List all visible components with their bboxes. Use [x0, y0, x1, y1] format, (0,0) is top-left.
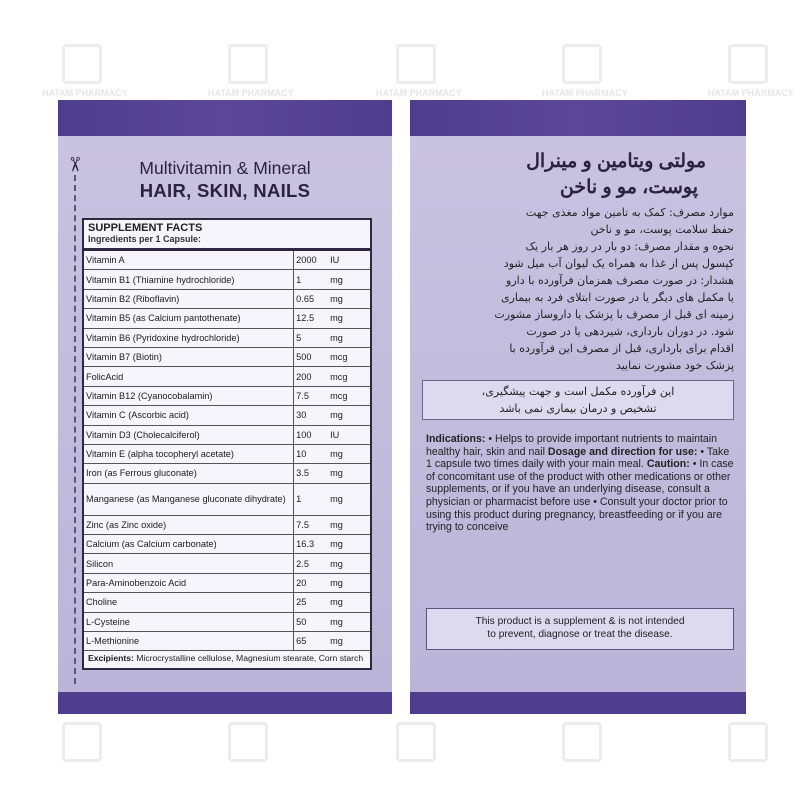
ingredient-amount: 100 — [294, 425, 328, 444]
ingredient-unit: IU — [328, 425, 370, 444]
ingredient-amount: 0.65 — [294, 289, 328, 308]
ingredient-unit: mg — [328, 328, 370, 347]
fa-line: نحوه و مقدار مصرف: دو بار در روز هر بار یک — [525, 240, 734, 253]
ingredient-name: Vitamin B12 (Cyanocobalamin) — [84, 386, 294, 405]
fa-line: کپسول پس از غذا به همراه یک لیوان آب میل شود — [503, 257, 734, 270]
ingredient-name: Vitamin B7 (Biotin) — [84, 347, 294, 366]
facts-title: SUPPLEMENT FACTS — [88, 222, 203, 234]
ingredient-name: Vitamin E (alpha tocopheryl acetate) — [84, 444, 294, 463]
table-row — [84, 535, 370, 554]
ingredient-name: Calcium (as Calcium carbonate) — [84, 535, 294, 554]
watermark-text: HATAM PHARMACY — [42, 88, 128, 98]
ingredient-amount: 10 — [294, 444, 328, 463]
bottom-band — [58, 692, 392, 714]
ingredient-amount: 1 — [294, 270, 328, 289]
watermark-text: HATAM PHARMACY — [542, 88, 628, 98]
table-row — [84, 444, 370, 463]
ingredient-amount: 20 — [294, 573, 328, 592]
ingredient-name: Vitamin B6 (Pyridoxine hydrochloride) — [84, 328, 294, 347]
disclaimer-line: This product is a supplement & is not intended — [475, 616, 685, 627]
ingredient-name: L-Cysteine — [84, 612, 294, 631]
ingredient-amount: 16.3 — [294, 535, 328, 554]
top-band — [58, 100, 392, 136]
table-row — [84, 367, 370, 386]
table-row — [84, 464, 370, 483]
ingredient-unit: mg — [328, 593, 370, 612]
table-row — [84, 328, 370, 347]
table-row — [84, 289, 370, 308]
ingredient-unit: mg — [328, 289, 370, 308]
ingredient-name: Vitamin B5 (as Calcium pantothenate) — [84, 309, 294, 328]
ingredients-list — [84, 251, 370, 651]
ingredient-amount: 5 — [294, 328, 328, 347]
persian-label-panel — [410, 100, 746, 714]
excipients-text: Microcrystalline cellulose, Magnesium stearate, Corn starch — [133, 653, 364, 664]
bottom-band — [410, 692, 746, 714]
ingredient-amount: 200 — [294, 367, 328, 386]
ingredient-name: Zinc (as Zinc oxide) — [84, 515, 294, 534]
table-row — [84, 406, 370, 425]
table-row — [84, 515, 370, 534]
fa-line: یا مکمل های دیگر یا در صورت ابتلای فرد به بیماری — [500, 291, 734, 304]
table-row — [84, 251, 370, 270]
watermark-logo-icon — [396, 722, 436, 762]
table-row — [84, 554, 370, 573]
english-instructions — [426, 433, 734, 534]
watermark-text: HATAM PHARMACY — [208, 88, 294, 98]
watermark-logo-icon — [62, 44, 102, 84]
fa-line: اقدام برای بارداری، قبل از مصرف این فرآورده با — [509, 342, 734, 355]
ingredient-unit: mg — [328, 573, 370, 592]
cut-line — [74, 175, 76, 684]
ingredient-unit: mg — [328, 444, 370, 463]
table-row — [84, 309, 370, 328]
excipients — [84, 651, 370, 666]
ingredient-amount: 65 — [294, 632, 328, 651]
table-row — [84, 347, 370, 366]
ingredient-unit: IU — [328, 251, 370, 270]
table-row — [84, 270, 370, 289]
ingredient-amount: 7.5 — [294, 515, 328, 534]
ingredient-name: Iron (as Ferrous gluconate) — [84, 464, 294, 483]
watermark-logo-icon — [562, 44, 602, 84]
ingredient-name: Vitamin B1 (Thiamine hydrochloride) — [84, 270, 294, 289]
ingredient-amount: 50 — [294, 612, 328, 631]
fa-disclaimer-line: این فرآورده مکمل است و جهت پیشگیری، — [481, 385, 675, 398]
fa-line: هشدار: در صورت مصرف همزمان فرآورده با دارو — [506, 274, 734, 287]
disclaimer-box — [426, 608, 734, 650]
watermark-text: HATAM PHARMACY — [708, 88, 794, 98]
ingredient-unit: mg — [328, 406, 370, 425]
table-row — [84, 632, 370, 651]
fa-line: شود. در دوران بارداری، شیردهی یا در صورت — [526, 325, 734, 338]
ingredient-unit: mg — [328, 632, 370, 651]
table-row — [84, 593, 370, 612]
fa-line: زمینه ای قبل از مصرف با پزشک یا داروساز مشورت — [494, 308, 734, 321]
table-row — [84, 612, 370, 631]
fa-instructions — [422, 204, 734, 374]
disclaimer-line: to prevent, diagnose or treat the disease. — [487, 629, 673, 640]
ingredient-name: Vitamin D3 (Cholecalciferol) — [84, 425, 294, 444]
fa-product-title: مولتی ویتامین و مینرال — [526, 151, 706, 172]
watermark-logo-icon — [396, 44, 436, 84]
fa-line: موارد مصرف: کمک به تامین مواد مغذی جهت — [525, 206, 734, 219]
fa-line: حفظ سلامت پوست، مو و ناخن — [590, 223, 734, 236]
ingredient-amount: 3.5 — [294, 464, 328, 483]
watermark-text: HATAM PHARMACY — [376, 88, 462, 98]
top-band — [410, 100, 746, 136]
fa-disclaimer-box — [422, 380, 734, 420]
ingredient-amount: 500 — [294, 347, 328, 366]
ingredient-unit: mg — [328, 483, 370, 515]
table-row — [84, 573, 370, 592]
ingredient-unit: mcg — [328, 386, 370, 405]
watermark-logo-icon — [728, 722, 768, 762]
watermark-logo-icon — [562, 722, 602, 762]
fa-line: پزشک خود مشورت نمایید — [615, 359, 734, 372]
ingredient-unit: mg — [328, 612, 370, 631]
product-subtitle: HAIR, SKIN, NAILS — [139, 180, 311, 201]
ingredient-amount: 12.5 — [294, 309, 328, 328]
excipients-label: Excipients: — [88, 653, 134, 664]
caution-label: Caution: — [646, 458, 690, 471]
watermark-logo-icon — [62, 722, 102, 762]
ingredient-name: Vitamin C (Ascorbic acid) — [84, 406, 294, 425]
facts-subtitle: Ingredients per 1 Capsule: — [88, 234, 202, 244]
ingredient-amount: 7.5 — [294, 386, 328, 405]
ingredient-amount: 2.5 — [294, 554, 328, 573]
caution-text: • In case of concomitant use of the product with other medications or other supplements, or if you have an underlying disease, consult a physician or pharmacist before use • Consult your doctor prior to using this product during pregnancy, breastfeeding or if you are trying to conceive — [426, 458, 734, 534]
ingredient-name: FolicAcid — [84, 367, 294, 386]
table-row — [84, 425, 370, 444]
indications-label: Indications: — [426, 433, 486, 445]
indications-text: • Helps to provide important nutrients to maintain healthy hair, skin and nail — [426, 433, 718, 458]
ingredient-name: Vitamin B2 (Riboflavin) — [84, 289, 294, 308]
ingredient-amount: 2000 — [294, 251, 328, 270]
ingredient-unit: mg — [328, 554, 370, 573]
watermark-logo-icon — [728, 44, 768, 84]
facts-header — [84, 220, 370, 251]
ingredient-name: L-Methionine — [84, 632, 294, 651]
watermark-logo-icon — [228, 722, 268, 762]
english-label-panel — [58, 100, 392, 714]
ingredient-name: Manganese (as Manganese gluconate dihydrate) — [84, 483, 294, 515]
watermark-logo-icon — [228, 44, 268, 84]
table-row — [84, 483, 370, 515]
fa-disclaimer-line: تشخیص و درمان بیماری نمی باشد — [499, 402, 657, 415]
dosage-label: Dosage and direction for use: — [547, 445, 698, 458]
ingredient-unit: mg — [328, 515, 370, 534]
fa-product-subtitle: پوست، مو و ناخن — [559, 177, 698, 198]
ingredient-unit: mcg — [328, 367, 370, 386]
ingredient-name: Silicon — [84, 554, 294, 573]
ingredient-unit: mg — [328, 535, 370, 554]
ingredient-unit: mg — [328, 464, 370, 483]
ingredient-unit: mg — [328, 309, 370, 328]
ingredient-unit: mg — [328, 270, 370, 289]
ingredient-unit: mcg — [328, 347, 370, 366]
ingredient-amount: 1 — [294, 483, 328, 515]
scissors-icon: ✂ — [62, 156, 85, 173]
table-row — [84, 386, 370, 405]
ingredient-amount: 25 — [294, 593, 328, 612]
ingredient-name: Choline — [84, 593, 294, 612]
dosage-text: • Take 1 capsule two times daily with your main meal. — [426, 445, 730, 471]
product-title: Multivitamin & Mineral — [139, 158, 311, 178]
supplement-facts-table — [82, 218, 372, 670]
ingredient-amount: 30 — [294, 406, 328, 425]
ingredient-name: Vitamin A — [84, 251, 294, 270]
ingredient-name: Para-Aminobenzoic Acid — [84, 573, 294, 592]
